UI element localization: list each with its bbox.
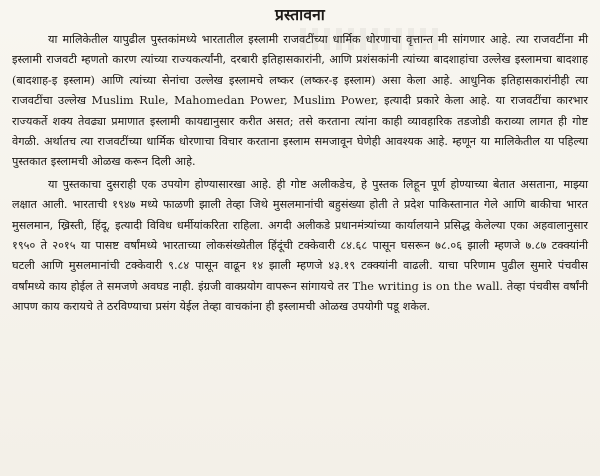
page-title: प्रस्तावना [275,6,325,24]
paragraph-1: या मालिकेतील यापुढील पुस्तकांमध्ये भारतातील इस्लामी राजवटींच्या धार्मिक धोरणाचा वृत्तान्त मी सांगणार आहे. त्या राजवटींना मी इस्लामी राजवटी म्हणतो कारण त्यांच्या राज्यकर्त्यांनी, दरबारी इतिहासकारांनी, आणि प्रशंसकांनी त्यांच्या बादशाहांचा उल्लेख इस्लामचा बादशाह (बादशाह-इ इस्लाम) आणि त्यांच्या सेनांचा उल्लेख इस्लामचे लष्कर (लष्कर-इ इस्लाम) असा केला आहे. आधुनिक इतिहासकारांनीही त्या राजवटींचा उल्लेख Muslim Rule, Mahomedan Power, Muslim Power, इत्यादी प्रकारे केला आहे. या राजवटींचा कारभार राज्यकर्ते शक्य तेवढ्या प्रमाणात इस्लामी कायद्यानुसार करीत असत; तसे करताना त्यांना काही व्यावहारिक तडजोडी कराव्या लागत ही गोष्ट वेगळी. अर्थातच त्या राजवटींच्या धार्मिक धोरणाचा विचार करताना इस्लाम समजावून घेणेही आवश्यक आहे. म्हणून या मालिकेतील या पहिल्या पुस्तकात इस्लामची ओळख करून दिली आहे. [12,33,588,169]
paragraph-2: या पुस्तकाचा दुसराही एक उपयोग होण्यासारखा आहे. ही गोष्ट अलीकडेच, हे पुस्तक लिहून पूर्ण होण्याच्या बेतात असताना, माझ्या लक्षात आली. भारताची १९४७ मध्ये फाळणी झाली तेव्हा जिथे मुसलमानांची बहुसंख्या होती ते प्रदेश पाकिस्तानात गेले आणि बाकीचा भारत मुसलमान, ख्रिस्ती, हिंदू, इत्यादी विविध धर्मीयांकरिता राहिला. अगदी अलीकडे प्रधानमंत्र्यांच्या कार्यालयाने प्रसिद्ध केलेल्या एका अहवालानुसार १९५० ते २०१५ या पासष्ट वर्षांमध्ये भारताच्या लोकसंख्येतील हिंदूंची टक्केवारी ८४.६८ पासून घसरून ७८.०६ झाली म्हणजे ७.८७ टक्क्यांनी घटली आणि मुसलमानांची टक्केवारी ९.८४ पासून वाढून १४ झाली म्हणजे ४३.१९ टक्क्यांनी वाढली. याचा परिणाम पुढील सुमारे पंचवीस वर्षांमध्ये काय होईल ते समजणे अवघड नाही. इंग्रजी वाक्प्रयोग वापरून सांगायचे तर The writing is on the wall. तेव्हा पंचवीस वर्षांनी आपण काय करायचे ते ठरविण्याचा प्रसंग येईल तेव्हा वाचकांना ही इस्लामची ओळख उपयोगी पडू शकेल. [12,177,588,314]
